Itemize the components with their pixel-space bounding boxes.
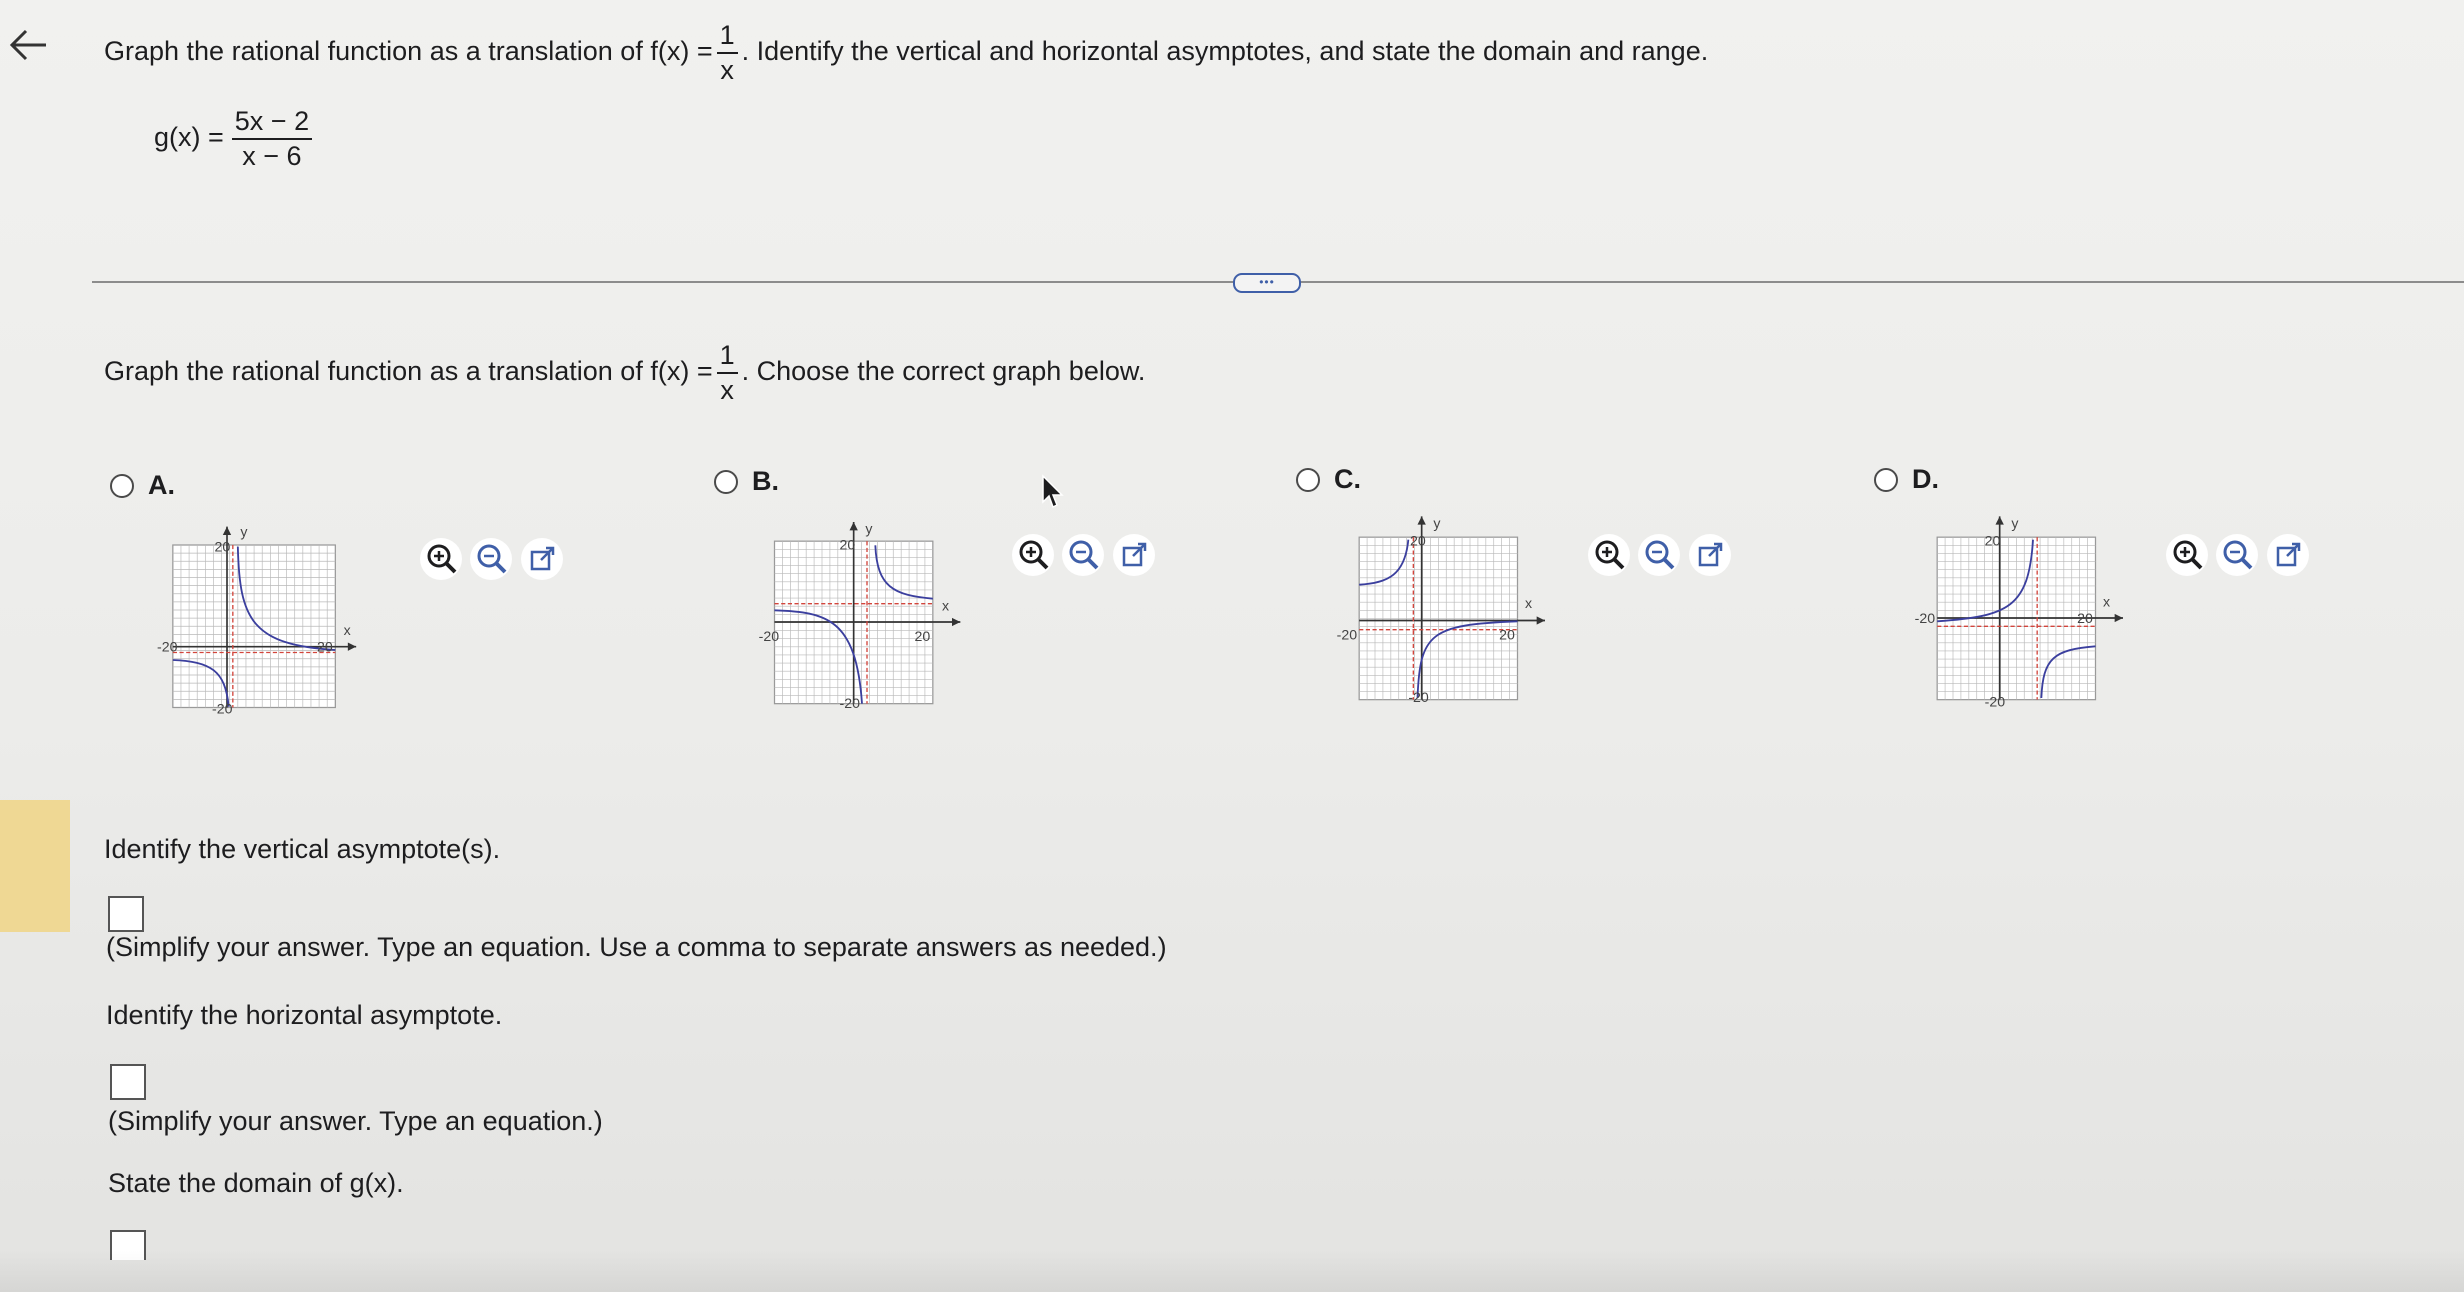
zoom-out-icon[interactable]: [1060, 532, 1106, 578]
option-a-radio[interactable]: [110, 474, 134, 498]
graph-question-text: Graph the rational function as a translation of f(x) = $\frac{1}{x}$ . Choose the correct graph below.: [104, 340, 1146, 405]
active-question-marker: [0, 800, 70, 932]
option-c-label: C.: [1334, 464, 1361, 494]
tick-label: -20: [157, 639, 178, 656]
horizontal-asymptote-prompt: Identify the horizontal asymptote.: [106, 1000, 503, 1030]
tick-label: 20: [214, 539, 231, 556]
mouse-pointer-icon: [1040, 474, 1066, 510]
svg-text:20: 20: [839, 537, 856, 554]
expand-more-button[interactable]: •••: [1233, 273, 1301, 293]
open-new-window-icon[interactable]: [2265, 532, 2311, 578]
svg-text:-20: -20: [1408, 690, 1429, 707]
option-b-label: B.: [752, 466, 779, 496]
option-c-radio[interactable]: [1296, 468, 1320, 492]
zoom-in-icon[interactable]: [418, 536, 464, 582]
svg-text:y: y: [865, 521, 873, 538]
question-text: Graph the rational function as a translation of f(x) = $\frac{1}{x}$ . Identify the vertical and horizontal asymptotes, and state the domain and range.: [104, 20, 1709, 85]
option-b-graph[interactable]: [752, 512, 952, 712]
option-a-graph[interactable]: [152, 520, 352, 720]
option-c-graph[interactable]: [1330, 508, 1533, 708]
function-definition: g(x) = $\frac{5x - 2}{x - 6}$: [154, 108, 316, 170]
svg-text:-20: -20: [1914, 611, 1936, 627]
svg-text:20: 20: [1499, 627, 1515, 644]
horizontal-asymptote-hint: (Simplify your answer. Type an equation.): [108, 1106, 603, 1136]
open-new-window-icon[interactable]: [1687, 532, 1733, 578]
svg-text:x: x: [1525, 596, 1533, 612]
horizontal-asymptote-input[interactable]: [110, 1064, 146, 1100]
fraction-one-over-x: $\frac{1}{x}$: [717, 22, 738, 84]
option-a-label: A.: [148, 470, 175, 500]
svg-text:20: 20: [2077, 611, 2093, 627]
option-b-icons: [1010, 508, 1157, 583]
option-d-graph[interactable]: [1908, 508, 2111, 711]
open-new-window-icon[interactable]: [519, 536, 565, 582]
svg-text:-20: -20: [839, 695, 860, 712]
option-b-radio[interactable]: [714, 470, 738, 494]
svg-text:x: x: [942, 598, 950, 615]
open-new-window-icon[interactable]: [1111, 532, 1157, 578]
svg-text:-20: -20: [1984, 694, 2006, 711]
svg-text:y: y: [1433, 516, 1441, 532]
zoom-in-icon[interactable]: [1010, 532, 1056, 578]
grid-lines: [173, 545, 335, 708]
vertical-asymptote-hint: (Simplify your answer. Type an equation. Use a comma to separate answers as needed.): [106, 932, 1167, 962]
zoom-out-icon[interactable]: [1636, 532, 1682, 578]
zoom-out-icon[interactable]: [468, 536, 514, 582]
svg-text:20: 20: [1984, 533, 2001, 550]
zoom-in-icon[interactable]: [2164, 532, 2210, 578]
zoom-in-icon[interactable]: [1586, 532, 1632, 578]
option-d-radio[interactable]: [1874, 468, 1898, 492]
svg-text:x: x: [2103, 594, 2111, 611]
svg-text:-20: -20: [1336, 627, 1358, 644]
option-d-label: D.: [1912, 464, 1939, 494]
x-axis-label: x: [343, 623, 351, 639]
svg-text:20: 20: [1410, 533, 1426, 550]
tick-label: -20: [212, 701, 233, 718]
vertical-asymptote-input[interactable]: [108, 896, 144, 932]
grid-lines: [1359, 537, 1517, 700]
tick-label: 20: [317, 639, 333, 656]
y-axis-label: y: [240, 524, 248, 541]
domain-prompt: State the domain of g(x).: [108, 1168, 404, 1198]
back-arrow-icon[interactable]: [6, 22, 52, 68]
option-d-icons: [2164, 508, 2311, 583]
option-a-icons: [418, 512, 565, 587]
zoom-out-icon[interactable]: [2214, 532, 2260, 578]
svg-text:-20: -20: [758, 629, 780, 646]
vertical-asymptote-prompt: Identify the vertical asymptote(s).: [104, 834, 501, 864]
option-c-icons: [1586, 508, 1733, 583]
svg-text:20: 20: [914, 629, 931, 646]
bottom-shadow: [0, 1250, 2464, 1292]
svg-text:y: y: [2011, 516, 2019, 532]
